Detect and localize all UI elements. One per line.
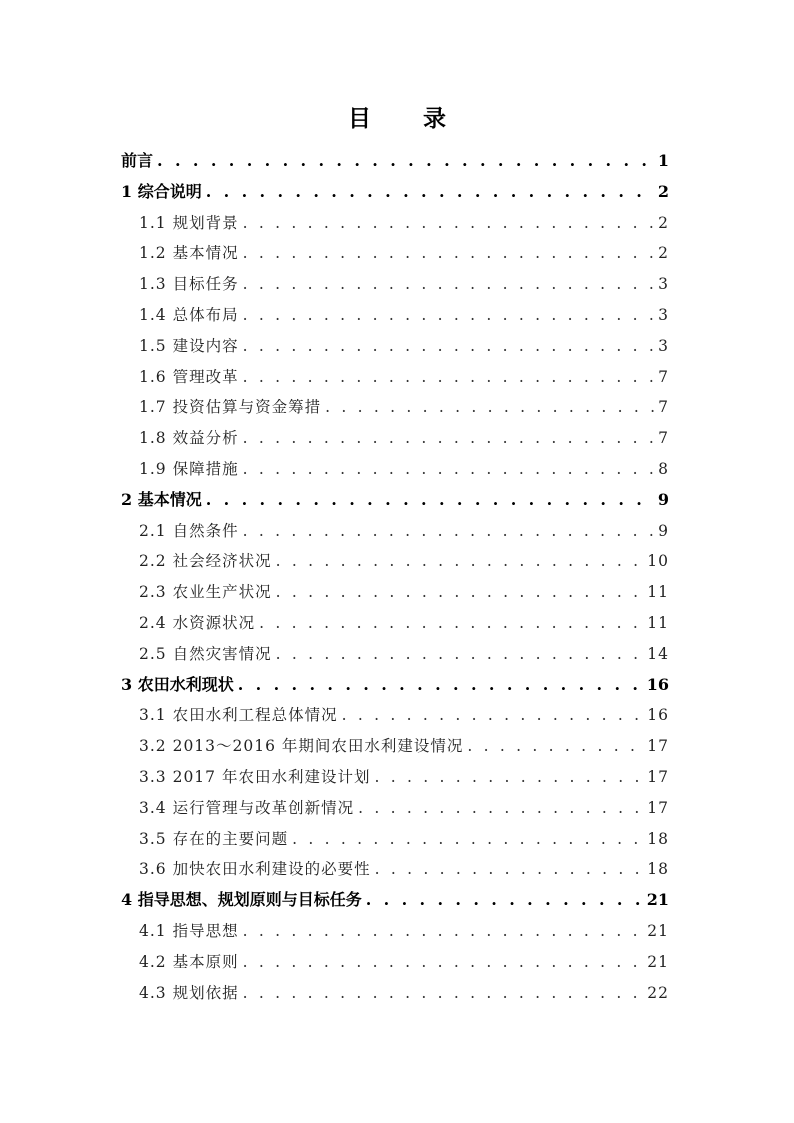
toc-dot-leader [467,736,643,756]
toc-chapter-entry[interactable] [121,486,669,510]
toc-dot-leader [292,829,643,849]
toc-entry-label: 2 基本情况 [121,489,202,509]
toc-page-number: 22 [647,983,669,1002]
toc-entry-label: 3.5 存在的主要问题 [139,829,289,848]
toc-dot-leader [325,397,654,417]
toc-dot-leader [342,705,644,725]
toc-chapter-entry[interactable] [121,147,669,171]
toc-page-number: 2 [658,244,669,263]
toc-section-entry[interactable] [139,455,669,479]
toc-dot-leader [243,305,655,325]
toc-page-number: 9 [658,521,669,540]
toc-dot-leader [206,490,654,510]
toc-section-entry[interactable] [139,424,669,448]
toc-section-entry[interactable] [139,825,669,849]
page-title: 目 录 [347,105,468,132]
toc-dot-leader [243,459,655,479]
toc-dot-leader [375,859,644,879]
toc-section-entry[interactable] [139,270,669,294]
toc-page-number: 3 [658,336,669,355]
toc-page-number: 21 [646,890,669,910]
toc-page-number: 11 [647,583,669,602]
toc-entry-label: 1.5 建设内容 [139,336,239,355]
toc-section-entry[interactable] [139,979,669,1003]
toc-entry-label: 1 综合说明 [121,181,202,201]
toc-section-entry[interactable] [139,547,669,571]
toc-dot-leader [243,983,644,1003]
toc-dot-leader [259,613,643,633]
toc-page-number: 21 [647,922,669,940]
toc-entry-label: 1.1 规划背景 [139,213,239,232]
toc-page-number: 10 [647,552,669,571]
toc-entry-label: 4.3 规划依据 [139,983,239,1002]
toc-page-number: 17 [647,768,669,786]
toc-section-entry[interactable] [139,640,669,664]
toc-entry-label: 2.2 社会经济状况 [139,552,272,571]
toc-section-entry[interactable] [139,239,669,263]
toc-section-entry[interactable] [139,393,669,417]
toc-section-entry[interactable] [139,701,669,725]
toc-section-entry[interactable] [139,763,669,787]
toc-page-number: 9 [657,489,669,509]
toc-dot-leader [243,428,655,448]
toc-page-number: 7 [658,398,669,417]
toc-page-number: 3 [658,275,669,294]
toc-page-number: 3 [658,306,669,324]
toc-section-entry[interactable] [139,517,669,541]
toc-entry-label: 4.2 基本原则 [139,952,239,971]
toc-chapter-entry[interactable] [121,886,669,910]
toc-dot-leader [243,952,644,972]
toc-entry-label: 3.3 2017 年农田水利建设计划 [139,768,371,786]
toc-dot-leader [276,644,644,664]
toc-section-entry[interactable] [139,609,669,633]
toc-dot-leader [157,151,654,171]
toc-dot-leader [243,921,644,941]
toc-page-number: 7 [658,367,669,386]
toc-page-number: 2 [657,181,669,201]
toc-dot-leader [243,274,655,294]
toc-entry-label: 前言 [121,151,154,170]
toc-page-number: 18 [647,829,669,848]
toc-entry-label: 3 农田水利现状 [121,674,234,694]
toc-section-entry[interactable] [139,794,669,818]
toc-entry-label: 2.3 农业生产状况 [139,583,272,602]
toc-dot-leader [358,798,643,818]
toc-section-entry[interactable] [139,855,669,879]
toc-section-entry[interactable] [139,209,669,233]
toc-section-entry[interactable] [139,917,669,941]
toc-dot-leader [243,243,655,263]
toc-entry-label: 1.9 保障措施 [139,460,239,478]
toc-entry-label: 3.6 加快农田水利建设的必要性 [139,860,371,879]
toc-entry-label: 1.6 管理改革 [139,367,239,386]
toc-chapter-entry[interactable] [121,671,669,695]
toc-entry-label: 2.5 自然灾害情况 [139,644,272,663]
toc-entry-label: 3.1 农田水利工程总体情况 [139,706,338,725]
toc-entry-label: 1.3 目标任务 [139,275,239,294]
toc-section-entry[interactable] [139,732,669,756]
toc-page-number: 14 [647,644,669,663]
toc-section-entry[interactable] [139,332,669,356]
toc-page-number: 16 [646,674,669,694]
toc-dot-leader [243,521,655,541]
toc-section-entry[interactable] [139,948,669,972]
toc-dot-leader [206,182,654,202]
toc-dot-leader [243,367,655,387]
toc-page-number: 1 [657,151,669,170]
toc-page-number: 17 [647,798,669,817]
toc-dot-leader [374,767,643,787]
toc-page-number: 17 [647,737,669,756]
toc-dot-leader [243,213,655,233]
toc-entry-label: 2.1 自然条件 [139,521,239,540]
toc-section-entry[interactable] [139,578,669,602]
toc-dot-leader [243,336,655,356]
toc-entry-label: 1.2 基本情况 [139,244,239,263]
toc-page-number: 11 [647,614,669,632]
toc-dot-leader [366,890,643,910]
toc-dot-leader [276,551,644,571]
toc-entry-label: 3.4 运行管理与改革创新情况 [139,798,355,817]
toc-page-number: 7 [658,429,669,448]
toc-entry-label: 1.4 总体布局 [139,306,239,324]
toc-section-entry[interactable] [139,363,669,387]
toc-dot-leader [238,675,643,695]
toc-entry-label: 4.1 指导思想 [139,922,239,940]
toc-section-entry[interactable] [139,301,669,325]
toc-page-number: 2 [658,213,669,232]
toc-entry-label: 1.8 效益分析 [139,429,239,448]
toc-page-number: 8 [658,460,669,478]
toc-page-number: 16 [647,706,669,725]
toc-entry-label: 2.4 水资源状况 [139,614,256,632]
toc-page-number: 18 [647,860,669,879]
toc-page-number: 21 [647,952,669,971]
toc-chapter-entry[interactable] [121,178,669,202]
toc-entry-label: 3.2 2013～2016 年期间农田水利建设情况 [139,737,464,756]
toc-entry-label: 4 指导思想、规划原则与目标任务 [121,890,362,910]
toc-entry-label: 1.7 投资估算与资金筹措 [139,398,322,417]
toc-dot-leader [276,582,644,602]
